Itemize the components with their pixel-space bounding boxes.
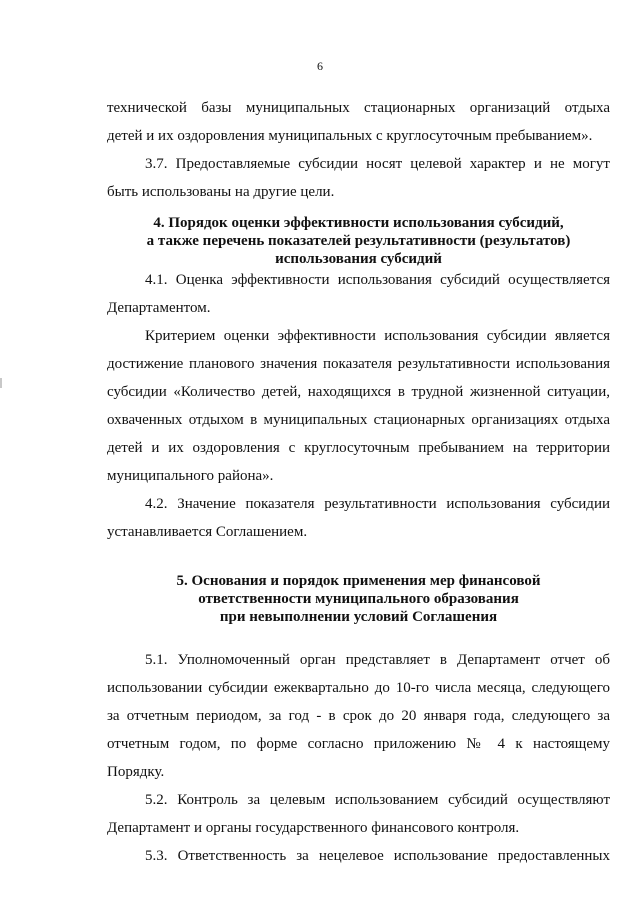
page-number: 6 <box>317 59 323 73</box>
section-heading: а также перечень показателей результативности (результатов) <box>146 233 571 249</box>
section-heading: ответственности муниципального образования <box>198 591 519 607</box>
text-line: детей и их оздоровления с круглосуточным пребыванием на территории <box>107 440 610 456</box>
text-line: технической базы муниципальных стационарных организаций отдыха <box>107 100 610 116</box>
text-line: 5.3. Ответственность за нецелевое использование предоставленных <box>145 848 610 864</box>
text-line: 3.7. Предоставляемые субсидии носят целевой характер и не могут <box>145 156 610 172</box>
scan-artifact <box>0 378 2 388</box>
text-line: Департаментом. <box>107 300 211 316</box>
text-line: 5.2. Контроль за целевым использованием субсидий осуществляют <box>145 792 610 808</box>
text-line: 4.1. Оценка эффективности использования субсидий осуществляется <box>145 272 610 288</box>
text-line: отчетным годом, по форме согласно приложению № 4 к настоящему <box>107 736 610 752</box>
text-line: муниципального района». <box>107 468 274 484</box>
section-heading: использования субсидий <box>275 251 442 267</box>
text-line: 5.1. Уполномоченный орган представляет в Департамент отчет об <box>145 652 610 668</box>
text-line: охваченных отдыхом в муниципальных стационарных организациях отдыха <box>107 412 610 428</box>
text-line: достижение планового значения показателя результативности использования <box>107 356 610 372</box>
text-line: субсидии «Количество детей, находящихся в трудной жизненной ситуации, <box>107 384 610 400</box>
section-heading: 4. Порядок оценки эффективности использования субсидий, <box>153 215 564 231</box>
text-line: 4.2. Значение показателя результативности использования субсидии <box>145 496 610 512</box>
text-line: быть использованы на другие цели. <box>107 184 335 200</box>
text-line: за отчетным периодом, за год - в срок до 20 января года, следующего за <box>107 708 610 724</box>
text-line: использовании субсидии ежеквартально до 10-го числа месяца, следующего <box>107 680 610 696</box>
section-heading: 5. Основания и порядок применения мер финансовой <box>176 573 541 589</box>
text-line: устанавливается Соглашением. <box>107 524 308 540</box>
text-line: Критерием оценки эффективности использования субсидии является <box>145 328 610 344</box>
text-line: Порядку. <box>107 764 165 780</box>
section-heading: при невыполнении условий Соглашения <box>219 609 498 625</box>
text-line: детей и их оздоровления муниципальных с круглосуточным пребыванием». <box>107 128 593 144</box>
text-line: Департамент и органы государственного финансового контроля. <box>107 820 520 836</box>
